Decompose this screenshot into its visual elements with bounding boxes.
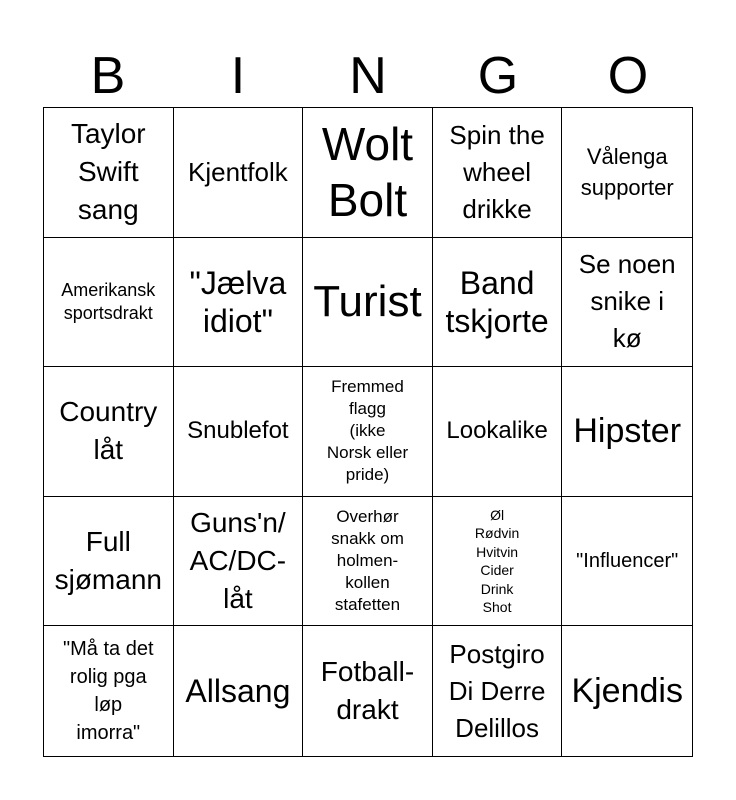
- bingo-cell[interactable]: [174, 367, 304, 497]
- cell-text: Overhør snakk om holmen- kollen stafetten: [331, 507, 404, 615]
- bingo-cell[interactable]: [44, 367, 174, 497]
- header-letter-o: O: [607, 47, 649, 105]
- cell-text: Fotball- drakt: [320, 656, 415, 726]
- bingo-cell[interactable]: [303, 238, 433, 368]
- cell-text: "Jælva idiot": [189, 264, 287, 339]
- bingo-cell[interactable]: [303, 626, 433, 756]
- cell-text: Fremmed flagg (ikke Norsk eller pride): [326, 377, 409, 485]
- bingo-cell[interactable]: [174, 626, 304, 756]
- bingo-cell[interactable]: [562, 108, 692, 238]
- bingo-cell[interactable]: [303, 108, 433, 238]
- bingo-cell[interactable]: [44, 497, 174, 627]
- cell-text: Band tskjorte: [445, 264, 549, 339]
- bingo-cell[interactable]: [433, 108, 563, 238]
- bingo-cell[interactable]: [433, 367, 563, 497]
- bingo-cell[interactable]: [303, 497, 433, 627]
- bingo-cell[interactable]: [44, 238, 174, 368]
- bingo-cell[interactable]: [44, 626, 174, 756]
- cell-text: Øl Rødvin Hvitvin Cider Drink Shot: [474, 506, 520, 616]
- cell-text: Postgiro Di Derre Delillos: [448, 638, 546, 743]
- bingo-cell[interactable]: [562, 626, 692, 756]
- cell-text: Amerikansk sportsdrakt: [61, 279, 156, 323]
- bingo-header: [43, 44, 693, 108]
- bingo-cell[interactable]: [562, 238, 692, 368]
- cell-text: Kjentfolk: [188, 156, 288, 187]
- cell-text: Vålenga supporter: [580, 144, 674, 201]
- bingo-cell[interactable]: [174, 238, 304, 368]
- cell-text: Full sjømann: [54, 526, 162, 596]
- bingo-cell[interactable]: [303, 367, 433, 497]
- cell-text: Wolt Bolt: [321, 118, 414, 227]
- cell-text: "Influencer": [576, 550, 679, 573]
- cell-text: Spin the wheel drikke: [449, 119, 545, 224]
- cell-text: Se noen snike i kø: [578, 249, 676, 354]
- cell-text: Kjendis: [571, 672, 683, 711]
- bingo-cell[interactable]: [174, 108, 304, 238]
- header-letter-b: B: [90, 47, 126, 105]
- header-letter-g: G: [477, 47, 519, 105]
- cell-text: "Må ta det rolig pga løp imorra": [63, 638, 154, 745]
- bingo-grid: [43, 107, 693, 757]
- cell-text: Guns'n/ AC/DC- låt: [189, 507, 287, 615]
- cell-text: Allsang: [185, 673, 291, 710]
- cell-text: Country låt: [59, 396, 158, 466]
- bingo-cell[interactable]: [562, 367, 692, 497]
- bingo-cell[interactable]: [433, 497, 563, 627]
- header-letter-i: I: [230, 47, 246, 105]
- bingo-cell[interactable]: [433, 238, 563, 368]
- bingo-cell[interactable]: [433, 626, 563, 756]
- bingo-cell[interactable]: [44, 108, 174, 238]
- bingo-cell[interactable]: [562, 497, 692, 627]
- bingo-cell[interactable]: [174, 497, 304, 627]
- cell-text: Hipster: [573, 412, 682, 451]
- cell-text: Lookalike: [446, 417, 548, 445]
- cell-text: Turist: [313, 276, 422, 326]
- header-letter-n: N: [349, 47, 387, 105]
- cell-text: Taylor Swift sang: [70, 118, 146, 226]
- cell-text: Snublefot: [187, 417, 289, 445]
